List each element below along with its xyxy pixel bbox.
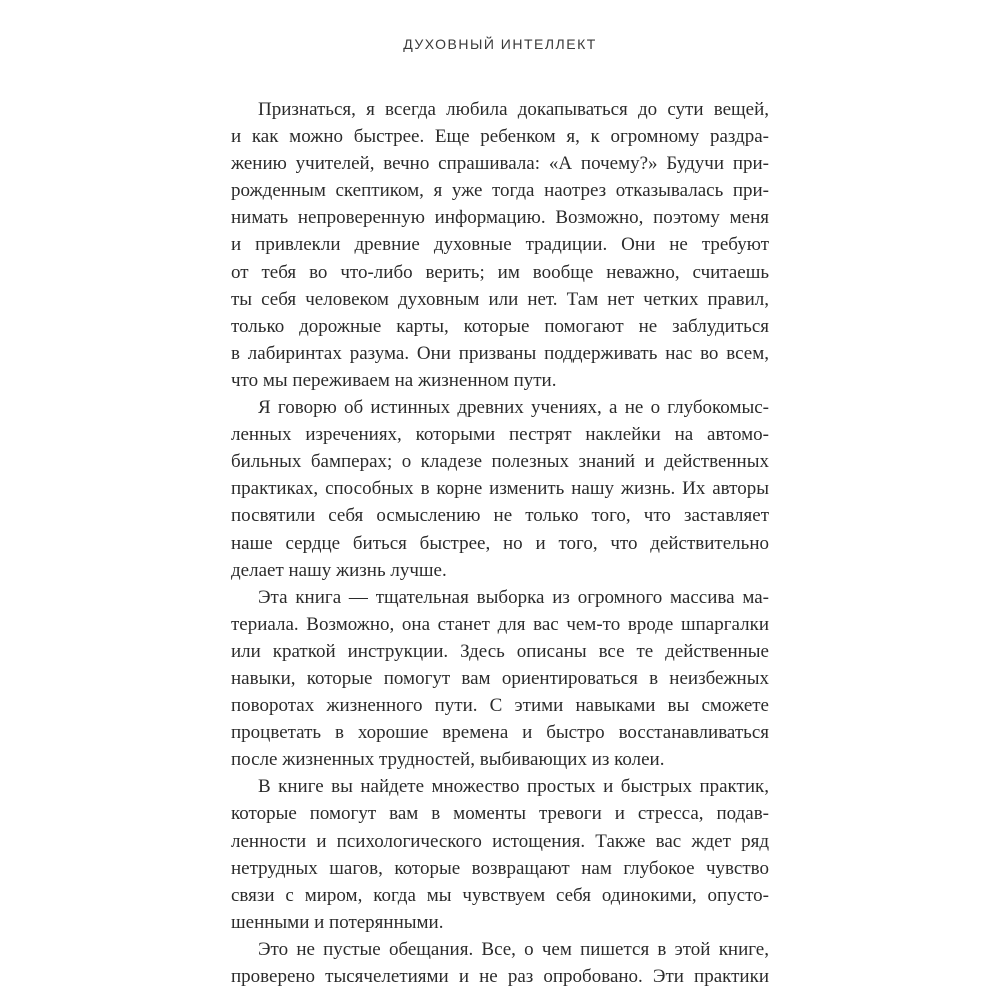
text-line: рожденным скептиком, я уже тогда наотрез отказывалась при-	[231, 180, 769, 202]
body-text	[231, 96, 769, 990]
text-line: ты себя человеком духовным или нет. Там нет четких правил,	[231, 288, 769, 310]
text-line: жению учителей, вечно спрашивала: «А почему?» Будучи при-	[231, 153, 769, 175]
text-line: поворотах жизненного пути. С этими навыками вы сможете	[231, 695, 769, 717]
text-line: ленности и психологического истощения. Также вас ждет ряд	[231, 830, 769, 852]
text-line: шенными и потерянными.	[231, 911, 444, 933]
text-line: посвятили себя осмыслению не только того, что заставляет	[231, 505, 769, 527]
text-line: В книге вы найдете множество простых и быстрых практик,	[258, 776, 769, 798]
text-line: Я говорю об истинных древних учениях, а не о глубокомыс-	[258, 397, 769, 419]
text-line: связи с миром, когда мы чувствуем себя одинокими, опусто-	[231, 884, 769, 906]
text-line: териала. Возможно, она станет для вас чем-то вроде шпаргалки	[231, 613, 769, 635]
text-line: в лабиринтах разума. Они призваны поддерживать нас во всем,	[231, 342, 769, 364]
running-head: ДУХОВНЫЙ ИНТЕЛЛЕКТ	[403, 36, 597, 52]
text-line: процветать в хорошие времена и быстро восстанавливаться	[231, 722, 769, 744]
text-line: проверено тысячелетиями и не раз опробовано. Эти практики	[231, 966, 769, 987]
text-line: что мы переживаем на жизненном пути.	[231, 369, 557, 391]
text-line: и привлекли древние духовные традиции. Они не требуют	[231, 234, 769, 256]
text-line: или краткой инструкции. Здесь описаны все те действенные	[231, 640, 769, 662]
text-line: Это не пустые обещания. Все, о чем пишется в этой книге,	[258, 938, 769, 960]
text-line: Признаться, я всегда любила докапываться до сути вещей,	[258, 99, 769, 120]
text-line: делает нашу жизнь лучше.	[231, 559, 447, 581]
text-line: от тебя во что-либо верить; им вообще неважно, считаешь	[231, 261, 769, 283]
text-line: только дорожные карты, которые помогают не заблудиться	[231, 315, 769, 337]
text-line: наше сердце биться быстрее, но и того, что действительно	[231, 532, 769, 554]
text-line: практиках, способных в корне изменить нашу жизнь. Их авторы	[231, 478, 769, 500]
text-line: ленных изречениях, которыми пестрят наклейки на автомо-	[231, 424, 769, 446]
text-line: Эта книга — тщательная выборка из огромного массива ма-	[258, 586, 769, 608]
text-line: нимать непроверенную информацию. Возможно, поэтому меня	[231, 207, 769, 229]
text-line: нетрудных шагов, которые возвращают нам глубокое чувство	[231, 857, 769, 879]
text-line: которые помогут вам в моменты тревоги и стресса, подав-	[231, 803, 769, 825]
text-line: после жизненных трудностей, выбивающих из колеи.	[231, 749, 665, 771]
text-line: навыки, которые помогут вам ориентироваться в неизбежных	[231, 667, 769, 689]
text-line: и как можно быстрее. Еще ребенком я, к огромному раздра-	[231, 126, 769, 148]
text-line: бильных бамперах; о кладезе полезных знаний и действенных	[231, 451, 769, 473]
